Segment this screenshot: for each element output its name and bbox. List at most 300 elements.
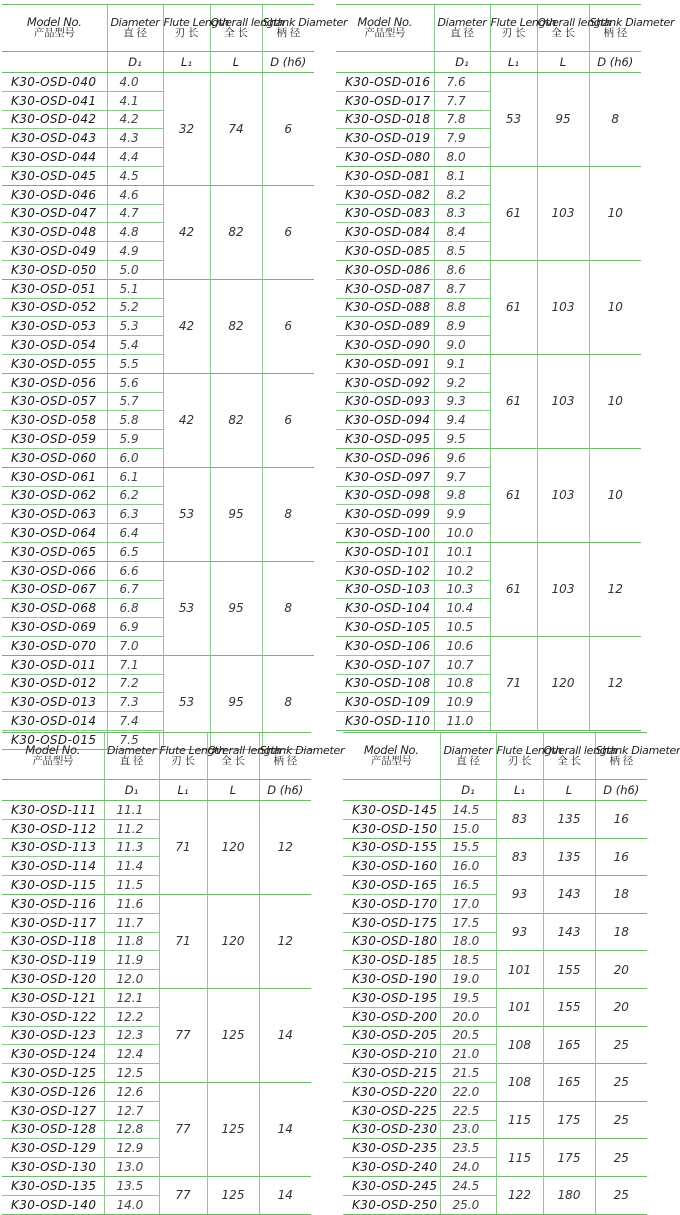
model-number: K30-OSD-016 — [345, 74, 431, 89]
header-flute-length-en: Flute Length — [490, 16, 556, 29]
table-row — [343, 988, 647, 1007]
model-number: K30-OSD-155 — [343, 838, 440, 857]
model-number: K30-OSD-160 — [343, 857, 440, 876]
model-number: K30-OSD-089 — [336, 317, 434, 336]
model-number: K30-OSD-053 — [2, 317, 107, 336]
model-number: K30-OSD-105 — [336, 618, 434, 637]
header-shank-diameter-zh: 柄 径 — [609, 755, 633, 767]
shank-diameter-value: 25 — [595, 1026, 647, 1064]
header-row — [2, 5, 314, 52]
diameter-value: 10.0 — [434, 524, 490, 543]
header-overall-length — [543, 733, 618, 780]
overall-length-value: 82 — [210, 373, 262, 467]
table-row — [2, 894, 311, 913]
model-number: K30-OSD-100 — [336, 524, 434, 543]
model-number: K30-OSD-245 — [343, 1176, 440, 1195]
overall-length-value: 120 — [537, 636, 589, 730]
shank-diameter-value: 16 — [595, 838, 647, 876]
overall-length-value: 103 — [537, 166, 589, 260]
diameter-value: 23.0 — [440, 1120, 496, 1139]
shank-diameter-value: 18 — [595, 876, 647, 914]
symbol-flute-length: L₁ — [163, 52, 210, 73]
model-number: K30-OSD-097 — [336, 467, 434, 486]
table-row — [2, 801, 311, 820]
table-row — [2, 467, 314, 486]
model-number: K30-OSD-047 — [2, 204, 107, 223]
diameter-value: 15.0 — [440, 819, 496, 838]
header-shank-diameter-zh: 柄 径 — [276, 27, 300, 39]
table-row — [336, 166, 641, 185]
diameter-value: 4.0 — [107, 73, 163, 92]
model-number: K30-OSD-119 — [2, 951, 104, 970]
diameter-value: 10.4 — [434, 599, 490, 618]
model-number: K30-OSD-081 — [336, 166, 434, 185]
diameter-value: 9.6 — [434, 448, 490, 467]
model-number: K30-OSD-111 — [11, 802, 97, 817]
table-row — [2, 73, 314, 92]
header-diameter-zh: 直 径 — [123, 27, 147, 39]
model-number: K30-OSD-122 — [2, 1007, 104, 1026]
model-number: K30-OSD-150 — [343, 819, 440, 838]
table-row — [336, 260, 641, 279]
table-row — [343, 1139, 647, 1158]
header-diameter-en: Diameter — [107, 744, 156, 757]
diameter-value: 9.8 — [434, 486, 490, 505]
flute-length-value: 101 — [496, 951, 543, 989]
shank-diameter-value: 6 — [262, 373, 314, 467]
diameter-value: 4.6 — [107, 185, 163, 204]
diameter-value: 23.5 — [440, 1139, 496, 1158]
header-model-en: Model No. — [26, 15, 82, 29]
overall-length-value: 175 — [543, 1101, 595, 1139]
symbol-row — [2, 780, 311, 801]
model-number: K30-OSD-083 — [336, 204, 434, 223]
model-number: K30-OSD-050 — [2, 260, 107, 279]
diameter-value: 25.0 — [440, 1195, 496, 1214]
symbol-shank-diameter: D (h6) — [595, 780, 647, 801]
model-number: K30-OSD-108 — [336, 674, 434, 693]
spec-table-grid — [336, 4, 675, 731]
model-number: K30-OSD-087 — [336, 279, 434, 298]
model-number: K30-OSD-041 — [2, 91, 107, 110]
diameter-value: 8.3 — [434, 204, 490, 223]
table-row — [2, 1082, 311, 1101]
shank-diameter-value: 10 — [589, 448, 641, 542]
overall-length-value: 95 — [210, 655, 262, 749]
model-number: K30-OSD-063 — [2, 505, 107, 524]
shank-diameter-value: 14 — [259, 1082, 311, 1176]
diameter-value: 12.3 — [104, 1026, 159, 1045]
header-overall-length-zh: 全 长 — [221, 755, 245, 767]
shank-diameter-value: 12 — [259, 894, 311, 988]
symbol-diameter: D₁ — [104, 780, 159, 801]
model-number: K30-OSD-049 — [2, 242, 107, 261]
diameter-value: 6.4 — [107, 524, 163, 543]
table-row — [336, 636, 641, 655]
header-model-en: Model No. — [363, 743, 419, 757]
overall-length-value: 103 — [537, 448, 589, 542]
diameter-value: 15.5 — [440, 838, 496, 857]
header-shank-diameter-en: Shank Diameter — [595, 744, 680, 757]
flute-length-value: 77 — [159, 1176, 207, 1214]
model-number: K30-OSD-080 — [336, 148, 434, 167]
model-number: K30-OSD-088 — [336, 298, 434, 317]
diameter-value: 20.5 — [440, 1026, 496, 1045]
diameter-value: 20.0 — [440, 1007, 496, 1026]
model-number: K30-OSD-070 — [2, 636, 107, 655]
diameter-value: 4.2 — [107, 110, 163, 129]
model-number: K30-OSD-062 — [2, 486, 107, 505]
diameter-value: 21.0 — [440, 1045, 496, 1064]
diameter-value: 16.5 — [440, 876, 496, 895]
header-model-zh: 产品型号 — [33, 27, 75, 39]
diameter-value: 13.5 — [104, 1176, 159, 1195]
shank-diameter-value: 20 — [595, 988, 647, 1026]
symbol-overall-length: L — [207, 780, 259, 801]
flute-length-value: 83 — [496, 838, 543, 876]
diameter-value: 11.4 — [104, 857, 159, 876]
diameter-value: 11.0 — [434, 712, 490, 731]
shank-diameter-value: 25 — [595, 1064, 647, 1102]
header-row — [2, 733, 311, 780]
model-number: K30-OSD-092 — [336, 373, 434, 392]
model-number: K30-OSD-124 — [2, 1045, 104, 1064]
diameter-value: 8.8 — [434, 298, 490, 317]
diameter-value: 8.1 — [434, 166, 490, 185]
model-number: K30-OSD-043 — [2, 129, 107, 148]
diameter-value: 10.3 — [434, 580, 490, 599]
model-number: K30-OSD-040 — [11, 74, 97, 89]
diameter-value: 10.5 — [434, 618, 490, 637]
model-number: K30-OSD-140 — [2, 1195, 104, 1214]
header-flute-length — [496, 733, 562, 780]
table-row — [2, 655, 314, 674]
shank-diameter-value: 25 — [595, 1176, 647, 1214]
shank-diameter-value: 8 — [262, 655, 314, 749]
header-diameter-en: Diameter — [110, 16, 160, 29]
model-number: K30-OSD-180 — [343, 932, 440, 951]
model-number: K30-OSD-014 — [2, 712, 107, 731]
diameter-value: 4.1 — [107, 91, 163, 110]
flute-length-value: 61 — [490, 542, 537, 636]
model-number: K30-OSD-205 — [343, 1026, 440, 1045]
diameter-value: 7.9 — [434, 129, 490, 148]
diameter-value: 7.8 — [434, 110, 490, 129]
diameter-value: 19.5 — [440, 988, 496, 1007]
diameter-value: 11.1 — [104, 801, 159, 820]
table-row — [2, 988, 311, 1007]
table-row — [2, 373, 314, 392]
shank-diameter-value: 10 — [589, 354, 641, 448]
header-overall-length — [537, 5, 612, 52]
table-row — [336, 542, 641, 561]
header-diameter-en: Diameter — [437, 16, 487, 29]
model-number: K30-OSD-085 — [336, 242, 434, 261]
diameter-value: 8.0 — [434, 148, 490, 167]
table-row — [343, 913, 647, 932]
model-number: K30-OSD-084 — [336, 223, 434, 242]
model-number: K30-OSD-094 — [336, 411, 434, 430]
header-flute-length-zh: 刃 长 — [507, 755, 532, 767]
diameter-value: 9.3 — [434, 392, 490, 411]
model-number: K30-OSD-096 — [336, 448, 434, 467]
header-overall-length-en: Overall length — [210, 16, 285, 29]
diameter-value: 18.0 — [440, 932, 496, 951]
flute-length-value: 77 — [159, 988, 207, 1082]
spec-table-grid — [2, 4, 348, 750]
flute-length-value: 93 — [496, 876, 543, 914]
table-row — [2, 185, 314, 204]
shank-diameter-value: 18 — [595, 913, 647, 951]
header-shank-diameter-en: Shank Diameter — [259, 744, 345, 757]
diameter-value: 5.4 — [107, 336, 163, 355]
model-number: K30-OSD-011 — [2, 655, 107, 674]
model-number: K30-OSD-102 — [336, 561, 434, 580]
shank-diameter-value: 12 — [259, 801, 311, 895]
model-number: K30-OSD-067 — [2, 580, 107, 599]
model-number: K30-OSD-018 — [336, 110, 434, 129]
model-number: K30-OSD-019 — [336, 129, 434, 148]
diameter-value: 4.3 — [107, 129, 163, 148]
header-shank-diameter — [589, 5, 675, 52]
flute-length-value: 108 — [496, 1026, 543, 1064]
symbol-diameter: D₁ — [440, 780, 496, 801]
shank-diameter-value: 20 — [595, 951, 647, 989]
header-flute-length-en: Flute Length — [159, 744, 225, 757]
model-number: K30-OSD-045 — [2, 166, 107, 185]
header-diameter — [107, 5, 163, 52]
model-number: K30-OSD-120 — [2, 970, 104, 989]
spec-table-3 — [2, 732, 345, 1215]
overall-length-value: 103 — [537, 542, 589, 636]
header-overall-length — [210, 5, 285, 52]
header-model — [2, 733, 104, 780]
model-number: K30-OSD-086 — [336, 260, 434, 279]
model-number: K30-OSD-210 — [343, 1045, 440, 1064]
symbol-flute-length: L₁ — [496, 780, 543, 801]
shank-diameter-value: 14 — [259, 988, 311, 1082]
model-number: K30-OSD-064 — [2, 524, 107, 543]
model-number: K30-OSD-091 — [336, 354, 434, 373]
symbol-diameter: D₁ — [434, 52, 490, 73]
model-number: K30-OSD-104 — [336, 599, 434, 618]
model-number: K30-OSD-068 — [2, 599, 107, 618]
shank-diameter-value: 6 — [262, 185, 314, 279]
diameter-value: 14.5 — [440, 801, 496, 820]
diameter-value: 12.6 — [104, 1082, 159, 1101]
diameter-value: 14.0 — [104, 1195, 159, 1214]
model-number: K30-OSD-114 — [2, 857, 104, 876]
symbol-overall-length: L — [543, 780, 595, 801]
overall-length-value: 95 — [537, 73, 589, 167]
diameter-value: 4.9 — [107, 242, 163, 261]
model-number: K30-OSD-065 — [2, 542, 107, 561]
diameter-value: 5.8 — [107, 411, 163, 430]
model-number: K30-OSD-054 — [2, 336, 107, 355]
diameter-value: 10.8 — [434, 674, 490, 693]
overall-length-value: 175 — [543, 1139, 595, 1177]
flute-length-value: 53 — [490, 73, 537, 167]
model-number: K30-OSD-240 — [343, 1158, 440, 1177]
model-number: K30-OSD-061 — [2, 467, 107, 486]
model-number: K30-OSD-015 — [2, 730, 107, 749]
header-row — [343, 733, 647, 780]
header-row — [336, 5, 641, 52]
diameter-value: 6.1 — [107, 467, 163, 486]
diameter-value: 8.9 — [434, 317, 490, 336]
model-number: K30-OSD-106 — [336, 636, 434, 655]
overall-length-value: 103 — [537, 354, 589, 448]
model-number: K30-OSD-215 — [343, 1064, 440, 1083]
diameter-value: 10.9 — [434, 693, 490, 712]
model-number: K30-OSD-051 — [2, 279, 107, 298]
header-overall-length-zh: 全 长 — [557, 755, 581, 767]
spec-table-grid — [2, 732, 345, 1215]
diameter-value: 4.5 — [107, 166, 163, 185]
diameter-value: 13.0 — [104, 1158, 159, 1177]
diameter-value: 10.1 — [434, 542, 490, 561]
header-diameter-zh: 直 径 — [450, 27, 474, 39]
diameter-value: 11.8 — [104, 932, 159, 951]
diameter-value: 9.0 — [434, 336, 490, 355]
model-number: K30-OSD-195 — [343, 988, 440, 1007]
overall-length-value: 82 — [210, 185, 262, 279]
overall-length-value: 165 — [543, 1064, 595, 1102]
header-flute-length-zh: 刃 长 — [171, 755, 195, 767]
diameter-value: 12.9 — [104, 1139, 159, 1158]
symbol-overall-length: L — [210, 52, 262, 73]
diameter-value: 16.0 — [440, 857, 496, 876]
model-number: K30-OSD-082 — [336, 185, 434, 204]
header-flute-length — [490, 5, 556, 52]
overall-length-value: 155 — [543, 951, 595, 989]
flute-length-value: 61 — [490, 354, 537, 448]
model-number: K30-OSD-059 — [2, 430, 107, 449]
diameter-value: 8.7 — [434, 279, 490, 298]
diameter-value: 6.7 — [107, 580, 163, 599]
spec-table-1 — [2, 4, 348, 750]
diameter-value: 10.7 — [434, 655, 490, 674]
diameter-value: 9.7 — [434, 467, 490, 486]
diameter-value: 7.5 — [107, 730, 163, 749]
header-flute-length-zh: 刃 长 — [174, 27, 199, 39]
symbol-shank-diameter: D (h6) — [259, 780, 311, 801]
diameter-value: 8.6 — [434, 260, 490, 279]
model-number: K30-OSD-129 — [2, 1139, 104, 1158]
model-number: K30-OSD-145 — [352, 802, 438, 817]
header-diameter — [104, 733, 159, 780]
model-number: K30-OSD-126 — [2, 1082, 104, 1101]
flute-length-value: 101 — [496, 988, 543, 1026]
diameter-value: 6.5 — [107, 542, 163, 561]
symbol-row — [2, 52, 314, 73]
flute-length-value: 61 — [490, 166, 537, 260]
table-row — [343, 951, 647, 970]
overall-length-value: 74 — [210, 73, 262, 186]
overall-length-value: 125 — [207, 1176, 259, 1214]
diameter-value: 11.7 — [104, 913, 159, 932]
diameter-value: 19.0 — [440, 970, 496, 989]
model-number: K30-OSD-046 — [2, 185, 107, 204]
overall-length-value: 95 — [210, 561, 262, 655]
model-number: K30-OSD-200 — [343, 1007, 440, 1026]
symbol-shank-diameter: D (h6) — [589, 52, 641, 73]
model-number: K30-OSD-107 — [336, 655, 434, 674]
header-flute-length — [159, 733, 225, 780]
spec-table-4 — [343, 732, 680, 1215]
flute-length-value: 71 — [159, 801, 207, 895]
diameter-value: 5.1 — [107, 279, 163, 298]
diameter-value: 9.5 — [434, 430, 490, 449]
diameter-value: 11.9 — [104, 951, 159, 970]
shank-diameter-value: 6 — [262, 73, 314, 186]
model-number: K30-OSD-230 — [343, 1120, 440, 1139]
diameter-value: 7.1 — [107, 655, 163, 674]
diameter-value: 10.6 — [434, 636, 490, 655]
overall-length-value: 82 — [210, 279, 262, 373]
diameter-value: 8.4 — [434, 223, 490, 242]
diameter-value: 12.0 — [104, 970, 159, 989]
header-diameter-zh: 直 径 — [119, 755, 144, 767]
diameter-value: 9.1 — [434, 354, 490, 373]
header-model-zh: 产品型号 — [364, 27, 406, 39]
diameter-value: 9.2 — [434, 373, 490, 392]
model-number: K30-OSD-012 — [2, 674, 107, 693]
model-number: K30-OSD-060 — [2, 448, 107, 467]
shank-diameter-value: 10 — [589, 260, 641, 354]
overall-length-value: 143 — [543, 876, 595, 914]
diameter-value: 7.0 — [107, 636, 163, 655]
header-shank-diameter-en: Shank Diameter — [262, 16, 348, 29]
table-row — [343, 876, 647, 895]
model-number: K30-OSD-123 — [2, 1026, 104, 1045]
header-overall-length-zh: 全 长 — [551, 27, 575, 39]
model-number: K30-OSD-115 — [2, 876, 104, 895]
flute-length-value: 71 — [490, 636, 537, 730]
table-row — [343, 838, 647, 857]
model-number: K30-OSD-127 — [2, 1101, 104, 1120]
model-number: K30-OSD-121 — [2, 988, 104, 1007]
model-number: K30-OSD-044 — [2, 148, 107, 167]
diameter-value: 11.5 — [104, 876, 159, 895]
header-model-en: Model No. — [357, 15, 413, 29]
diameter-value: 6.0 — [107, 448, 163, 467]
symbol-row — [343, 780, 647, 801]
model-number: K30-OSD-170 — [343, 894, 440, 913]
diameter-value: 6.2 — [107, 486, 163, 505]
flute-length-value: 53 — [163, 655, 210, 749]
table-row — [343, 801, 647, 820]
model-number: K30-OSD-125 — [2, 1064, 104, 1083]
table-row — [336, 73, 641, 92]
symbol-row — [336, 52, 641, 73]
flute-length-value: 122 — [496, 1176, 543, 1214]
table-row — [343, 1026, 647, 1045]
diameter-value: 6.8 — [107, 599, 163, 618]
shank-diameter-value: 25 — [595, 1101, 647, 1139]
diameter-value: 5.9 — [107, 430, 163, 449]
symbol-overall-length: L — [537, 52, 589, 73]
model-number: K30-OSD-135 — [2, 1176, 104, 1195]
model-number: K30-OSD-165 — [343, 876, 440, 895]
flute-length-value: 108 — [496, 1064, 543, 1102]
diameter-value: 11.3 — [104, 838, 159, 857]
overall-length-value: 165 — [543, 1026, 595, 1064]
flute-length-value: 42 — [163, 279, 210, 373]
model-number: K30-OSD-052 — [2, 298, 107, 317]
header-shank-diameter-en: Shank Diameter — [589, 16, 675, 29]
diameter-value: 6.9 — [107, 618, 163, 637]
